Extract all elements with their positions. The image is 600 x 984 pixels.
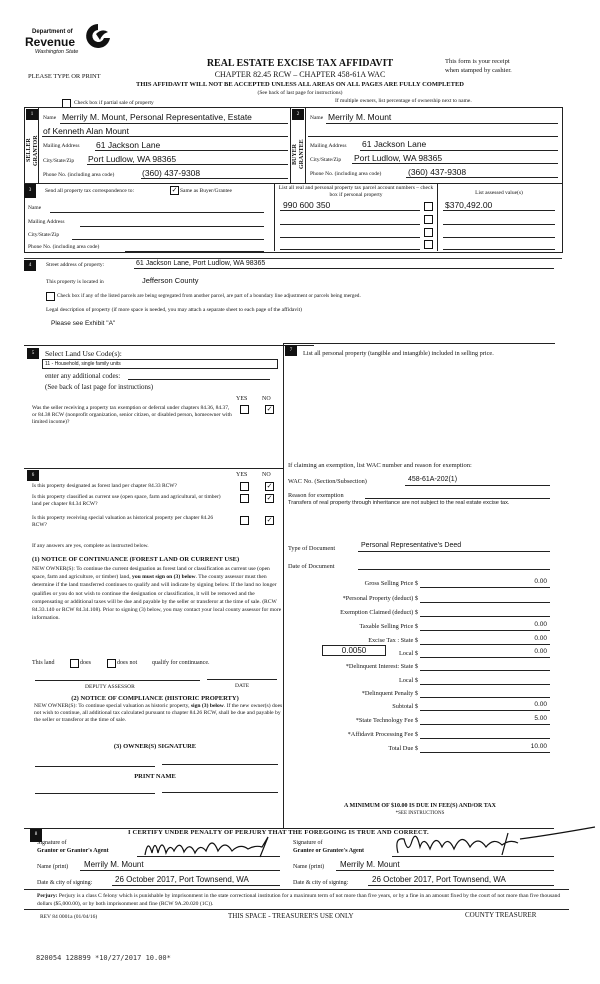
same-as-buyer-checkbox[interactable]: ✓ [171, 186, 178, 194]
fee-label: Total Due $ [388, 745, 418, 752]
historic-no-checkbox[interactable]: ✓ [266, 516, 273, 524]
fee-label: Excise Tax : State $ [368, 637, 418, 644]
personal-property-checkbox-4[interactable] [424, 240, 433, 249]
buyer-address[interactable]: 61 Jackson Lane [362, 139, 427, 149]
buyer-city[interactable]: Port Ludlow, WA 98365 [354, 153, 443, 163]
personal-property-checkbox-2[interactable] [424, 215, 433, 224]
exemption-yes-checkbox[interactable] [240, 405, 249, 414]
fee-label: *State Technology Fee $ [355, 717, 418, 724]
grantee-signature-image [390, 825, 600, 860]
does-not-qualify-checkbox[interactable] [107, 659, 116, 668]
forest-yes-checkbox[interactable] [240, 482, 249, 491]
affidavit-page: Department of Revenue Washington State REAL ESTATE EXCISE TAX AFFIDAVIT CHAPTER 82.45 RCW – CHAPTER 458-61A WAC PLEASE TYPE OR PRINT This form is your receipt when stamped by cashier. THIS AFFIDAVIT WILL NOT BE ACCEPTED UNLESS ALL AREAS ON ALL PAGES ARE FULLY COMPLETED (See back of last page for instructions) Check box if partial sale of property If multiple owners, list percentage of ownership next to name. 1 SELLER GRANTOR Name Merrily M. Mount, Personal Representative, Estate of Kenneth Alan Mount Mailing Address 61 Jackson Lane City/State/Zip Port Ludlow, WA 98365 Phone No. (including area code) (360) 437-9308 2 BUYER GRANTEE Name Merrily M. Mount Mailing Address 61 Jackson Lane City/State/Zip Port Ludlow, WA 98365 Phone No. (including area code) (360) 437-9308 3 Send all property tax correspondence to: ✓ Same as Buyer/Grantee Name Mailing Address City/State/Zip Phone No. (including area code) List all real and personal property tax parcel account numbers – check box if personal property List assessed value(s) 990 600 350 $370,492.00 4 Street address of property: 61 Jackson Lane, Port Ludlow, WA 98365 This property is located in Jefferson County Check box if any of the listed parcels are being segregated from another parcel, are part of a boundary line adjustment or parcels being merged. Legal description of property (if more space is needed, you may attach a separate sheet to each page of the affidavit) Please see Exhibit "A" 5 Select Land Use Code(s): 11 - Household, single family units enter any additional codes: (See back of last page for instructions) YES NO Was the seller receiving a property tax exemption or deferral under chapters 84.36, 84.37, or 84.38 RCW (nonprofit organization, senior citizen, or disabled person, homeowner with limited income)? ✓ 6 YES NO Is this property designated as forest land per chapter 84.33 RCW? ✓ Is this property classified as current use (open space, farm and agricultural, or timber) land per chapter 84.34 RCW? ✓ Is this property receiving special valuation as historical property per chapter 84.26 RCW? ✓ If any answers are yes, complete as instructed below. (1) NOTICE OF CONTINUANCE (FOREST LAND OR CURRENT USE) NEW OWNER(S): To continue the current designation as forest land or classification as current use (open space, farm and agriculture, or timber) land, you must sign on (3) below. The county assessor must then determine if the land transferred continues to qualify and will indicate by signing below. If the land no longer qualifies or you do not wish to continue the designation or classification, it will be removed and the compensating or additional taxes will be due and payable by the seller or transferor at the time of sale. (RCW 84.33.140 or RCW 84.34.108). Prior to signing (3) below, you may contact your local county assessor for more information. This land does does not qualify for continuance. DEPUTY ASSESSOR DATE (2) NOTICE OF COMPLIANCE (HISTORIC PROPERTY) NEW OWNER(S): To continue special valuation as historic property, sign (3) below. If the new owner(s) does not wish to continue, all additional tax calculated pursuant to chapter 84.26 RCW, shall be due and payable by the seller or transferor at the time of sale. (3) OWNER(S) SIGNATURE PRINT NAME 7 List all personal property (tangible and intangible) included in selling price. If claiming an exemption, list WAC number and reason for exemption: WAC No. (Section/Subsection) 458-61A-202(1) Reason for exemption Transfers of real property through inheritance are not subject to the real estate excise tax. Type of Document Personal Representative's Deed Date of Document 0.0050 Gross Selling Price $ 0.00 *Personal Property (deduct) $ Exemption Claimed (deduct) $ Taxable Selling Price $ 0.00 Excise Tax : State $ 0.00 Local $ 0.00 *Delinquent Interest: State $ Local $ *Delinquent Penalty $ Subtotal $ 0.00 *State Technology Fee $ 5.00 *Affidavit Processing Fee $ Total Due $ 10.00 A MINIMUM OF $10.00 IS DUE IN FEE(S) AND/OR TAX *SEE INSTRUCTIONS 8 I CERTIFY UNDER PENALTY OF PERJURY THAT THE FOREGOING IS TRUE AND CORRECT. Signature of Grantor or Grantor's Agent Name (print) Merrily M. Mount Date & city of signing: 26 October 2017, Port Townsend, WA Signature of Grantee or Grantee's Agent Name (print) Merrily M. Mount Date & city of signing: 26 October 2017, Port Townsend, WA Perjury: Perjury is a class C felony which is punishable by imprisonment in the state correctional institution for a maximum term of not more than five years, or by a fine in an amount fixed by the court of not more than five thousand dollars ($5,000.00), or by both imprisonment and fine (RCW 9A.20.020 (1C)). REV 84 0001a (01/04/16) THIS SPACE - TREASURER'S USE ONLY COUNTY TREASURER 820054 128899 *10/27/2017 10.00* [0, 0, 600, 984]
fee-label: Subtotal $ [392, 703, 418, 710]
fee-label: *Personal Property (deduct) $ [342, 595, 418, 602]
fee-label: Local $ [398, 650, 418, 657]
historic-yes-checkbox[interactable] [240, 516, 249, 525]
exemption-reason[interactable]: Transfers of real property through inheritance are not subject to the real estate excise tax. [288, 500, 510, 506]
fee-value[interactable]: 0.00 [534, 701, 547, 708]
grantor-date-city[interactable]: 26 October 2017, Port Townsend, WA [115, 875, 249, 884]
wave-logo-icon [84, 22, 112, 50]
seller-phone[interactable]: (360) 437-9308 [142, 168, 201, 178]
fee-label: Exemption Claimed (deduct) $ [340, 609, 418, 616]
land-use-code-select[interactable]: 11 - Household, single family units [42, 359, 278, 369]
fee-value[interactable]: 0.00 [534, 578, 547, 585]
assessed-value[interactable]: $370,492.00 [445, 200, 493, 210]
fee-label: *Delinquent Interest: State $ [345, 663, 418, 670]
local-rate-field[interactable]: 0.0050 [322, 645, 386, 656]
treasurer-stamp: 820054 128899 *10/27/2017 10.00* [36, 954, 171, 962]
fee-value[interactable]: 0.00 [534, 635, 547, 642]
fee-label: Gross Selling Price $ [364, 580, 418, 587]
document-type[interactable]: Personal Representative's Deed [361, 542, 462, 549]
fee-value[interactable]: 0.00 [534, 648, 547, 655]
seller-name-2[interactable]: of Kenneth Alan Mount [43, 126, 130, 136]
wac-number[interactable]: 458-61A-202(1) [408, 476, 458, 483]
grantee-date-city[interactable]: 26 October 2017, Port Townsend, WA [372, 875, 506, 884]
segregated-checkbox[interactable] [46, 292, 55, 301]
grantor-print-name[interactable]: Merrily M. Mount [84, 860, 144, 869]
form-title: REAL ESTATE EXCISE TAX AFFIDAVIT [206, 58, 394, 69]
current-use-yes-checkbox[interactable] [240, 494, 249, 503]
fee-label: Local $ [398, 677, 418, 684]
does-qualify-checkbox[interactable] [70, 659, 79, 668]
grantee-print-name[interactable]: Merrily M. Mount [340, 860, 400, 869]
fee-label: *Delinquent Penalty $ [361, 690, 418, 697]
grantor-signature-image [140, 833, 280, 863]
legal-description[interactable]: Please see Exhibit "A" [51, 320, 116, 327]
current-use-no-checkbox[interactable]: ✓ [266, 494, 273, 502]
fee-value[interactable]: 10.00 [530, 743, 547, 750]
perjury-notice: Perjury: Perjury is a class C felony which is punishable by imprisonment in the state correctional institution for a maximum term of not more than five years, or by a fine in an amount fixed by the court of not more than five thousand dollars ($5,000.00), or by both imprisonment and fine (RCW 9A.20.020 (1C)). [37, 893, 561, 907]
fee-label: *Affidavit Processing Fee $ [347, 731, 418, 738]
forest-no-checkbox[interactable]: ✓ [266, 482, 273, 490]
property-county[interactable]: Jefferson County [142, 276, 199, 285]
fee-value[interactable]: 5.00 [534, 715, 547, 722]
seller-address[interactable]: 61 Jackson Lane [96, 140, 161, 150]
seller-city[interactable]: Port Ludlow, WA 98365 [88, 154, 177, 164]
exemption-no-checkbox[interactable]: ✓ [266, 405, 273, 413]
buyer-phone[interactable]: (360) 437-9308 [408, 167, 467, 177]
fee-value[interactable]: 0.00 [534, 621, 547, 628]
parcel-number[interactable]: 990 600 350 [283, 200, 331, 210]
seller-name[interactable]: Merrily M. Mount, Personal Representative, Estate [62, 112, 252, 122]
property-street-address[interactable]: 61 Jackson Lane, Port Ludlow, WA 98365 [136, 260, 266, 267]
personal-property-checkbox-3[interactable] [424, 228, 433, 237]
buyer-name[interactable]: Merrily M. Mount [328, 112, 392, 122]
personal-property-checkbox-1[interactable] [424, 202, 433, 211]
fee-label: Taxable Selling Price $ [359, 623, 418, 630]
